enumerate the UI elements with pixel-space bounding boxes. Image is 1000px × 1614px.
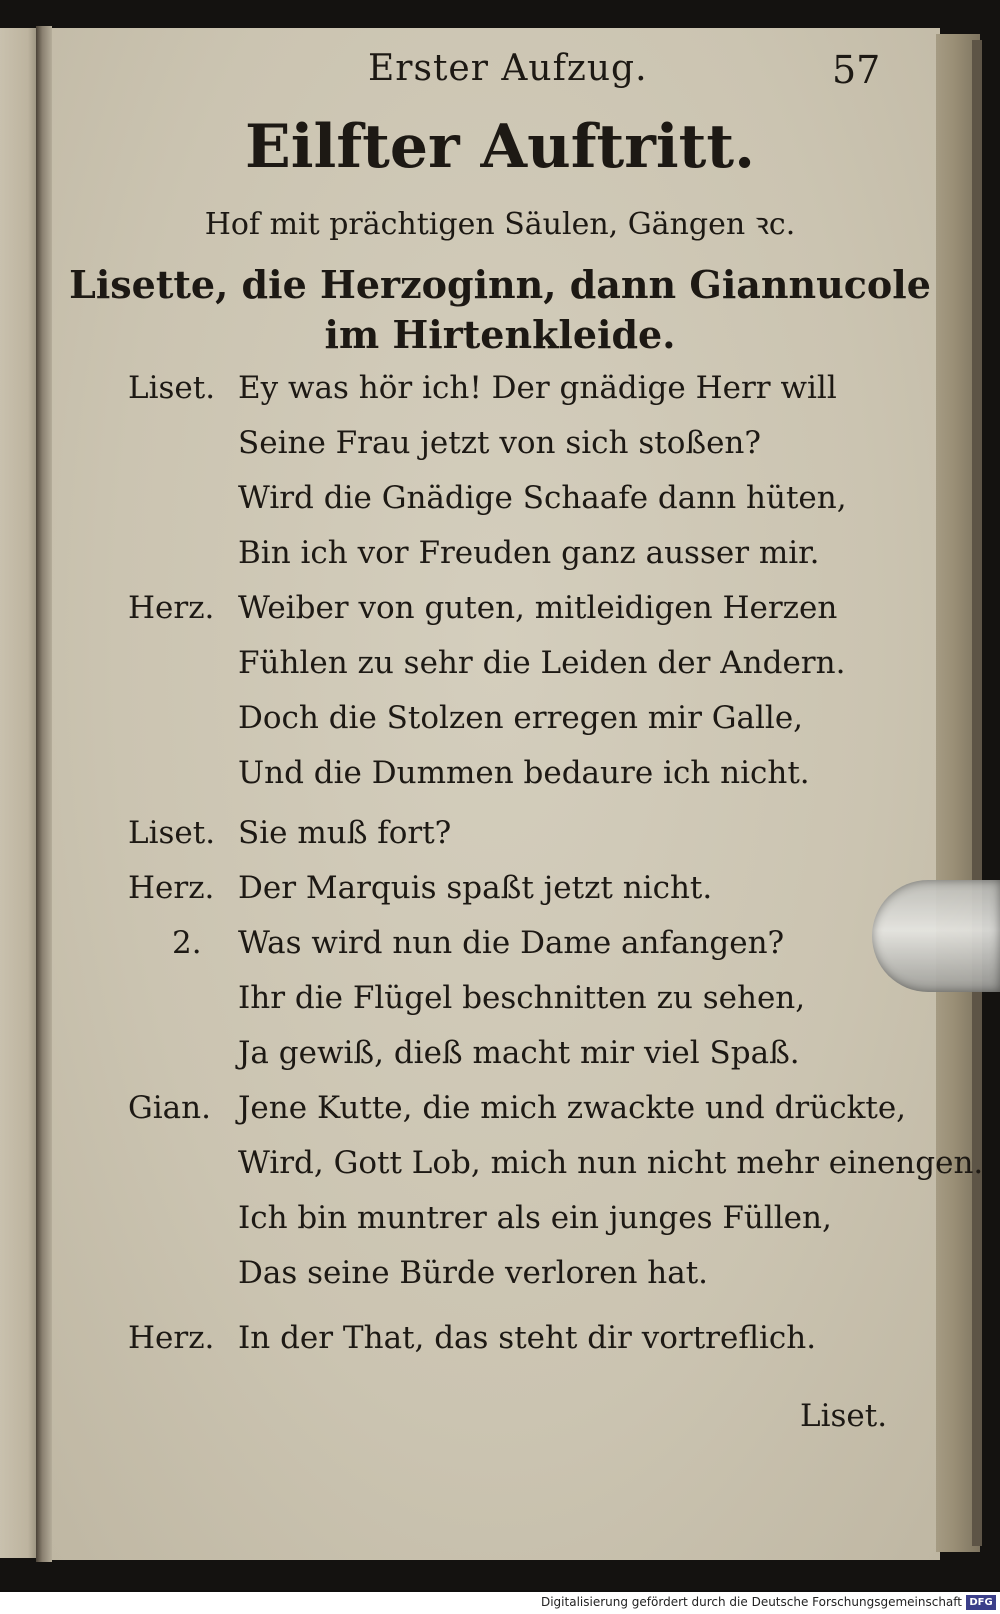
verse-line: Ich bin muntrer als ein junges Füllen, bbox=[238, 1200, 832, 1236]
verse-line: Was wird nun die Dame anfangen? bbox=[238, 925, 785, 961]
speaker-label: Herz. bbox=[128, 1320, 215, 1356]
scene-setting: Hof mit prächtigen Säulen, Gängen ꝛc. bbox=[204, 207, 796, 242]
running-head: Erster Aufzug. bbox=[368, 48, 648, 89]
verse-line: Sie muß fort? bbox=[238, 815, 452, 851]
speaker-label: Liset. bbox=[128, 370, 216, 406]
verse-line: Seine Frau jetzt von sich stoßen? bbox=[238, 425, 762, 461]
verse-line: Wird, Gott Lob, mich nun nicht mehr einengen. bbox=[238, 1145, 984, 1181]
footer-credit: Digitalisierung gefördert durch die Deutsche Forschungsgemeinschaft bbox=[540, 1595, 962, 1609]
verse-line: Bin ich vor Freuden ganz ausser mir. bbox=[238, 535, 820, 571]
verse-line: Ihr die Flügel beschnitten zu sehen, bbox=[238, 980, 806, 1016]
cast-line-2: im Hirtenkleide. bbox=[324, 312, 676, 357]
verse-line: Weiber von guten, mitleidigen Herzen bbox=[238, 590, 838, 626]
verse-line: Jene Kutte, die mich zwackte und drückte, bbox=[238, 1090, 907, 1126]
book-gutter bbox=[36, 26, 52, 1562]
page-number: 57 bbox=[832, 48, 881, 92]
speaker-label: Gian. bbox=[128, 1090, 211, 1126]
speaker-label: 2. bbox=[172, 925, 202, 961]
catchword: Liset. bbox=[800, 1398, 888, 1434]
verse-line: In der That, das steht dir vortreflich. bbox=[238, 1320, 817, 1356]
speaker-label: Liset. bbox=[128, 815, 216, 851]
speaker-label: Herz. bbox=[128, 870, 215, 906]
verse-line: Fühlen zu sehr die Leiden der Andern. bbox=[238, 645, 846, 681]
footer-bar bbox=[0, 1592, 1000, 1614]
verse-line: Ey was hör ich! Der gnädige Herr will bbox=[238, 370, 837, 406]
verse-line: Doch die Stolzen erregen mir Galle, bbox=[238, 700, 804, 736]
cast-line-1: Lisette, die Herzoginn, dann Giannucole bbox=[69, 262, 931, 307]
glass-page-weight bbox=[872, 880, 1000, 992]
verse-line: Das seine Bürde verloren hat. bbox=[238, 1255, 709, 1291]
verse-line: Der Marquis spaßt jetzt nicht. bbox=[238, 870, 713, 906]
previous-page-edge bbox=[0, 28, 40, 1558]
speaker-label: Herz. bbox=[128, 590, 215, 626]
dfg-logo-icon: DFG bbox=[966, 1595, 996, 1610]
verse-line: Ja gewiß, dieß macht mir viel Spaß. bbox=[238, 1035, 800, 1071]
scene-title: Eilfter Auftritt. bbox=[245, 112, 755, 182]
verse-line: Und die Dummen bedaure ich nicht. bbox=[238, 755, 810, 791]
verse-line: Wird die Gnädige Schaafe dann hüten, bbox=[238, 480, 847, 516]
